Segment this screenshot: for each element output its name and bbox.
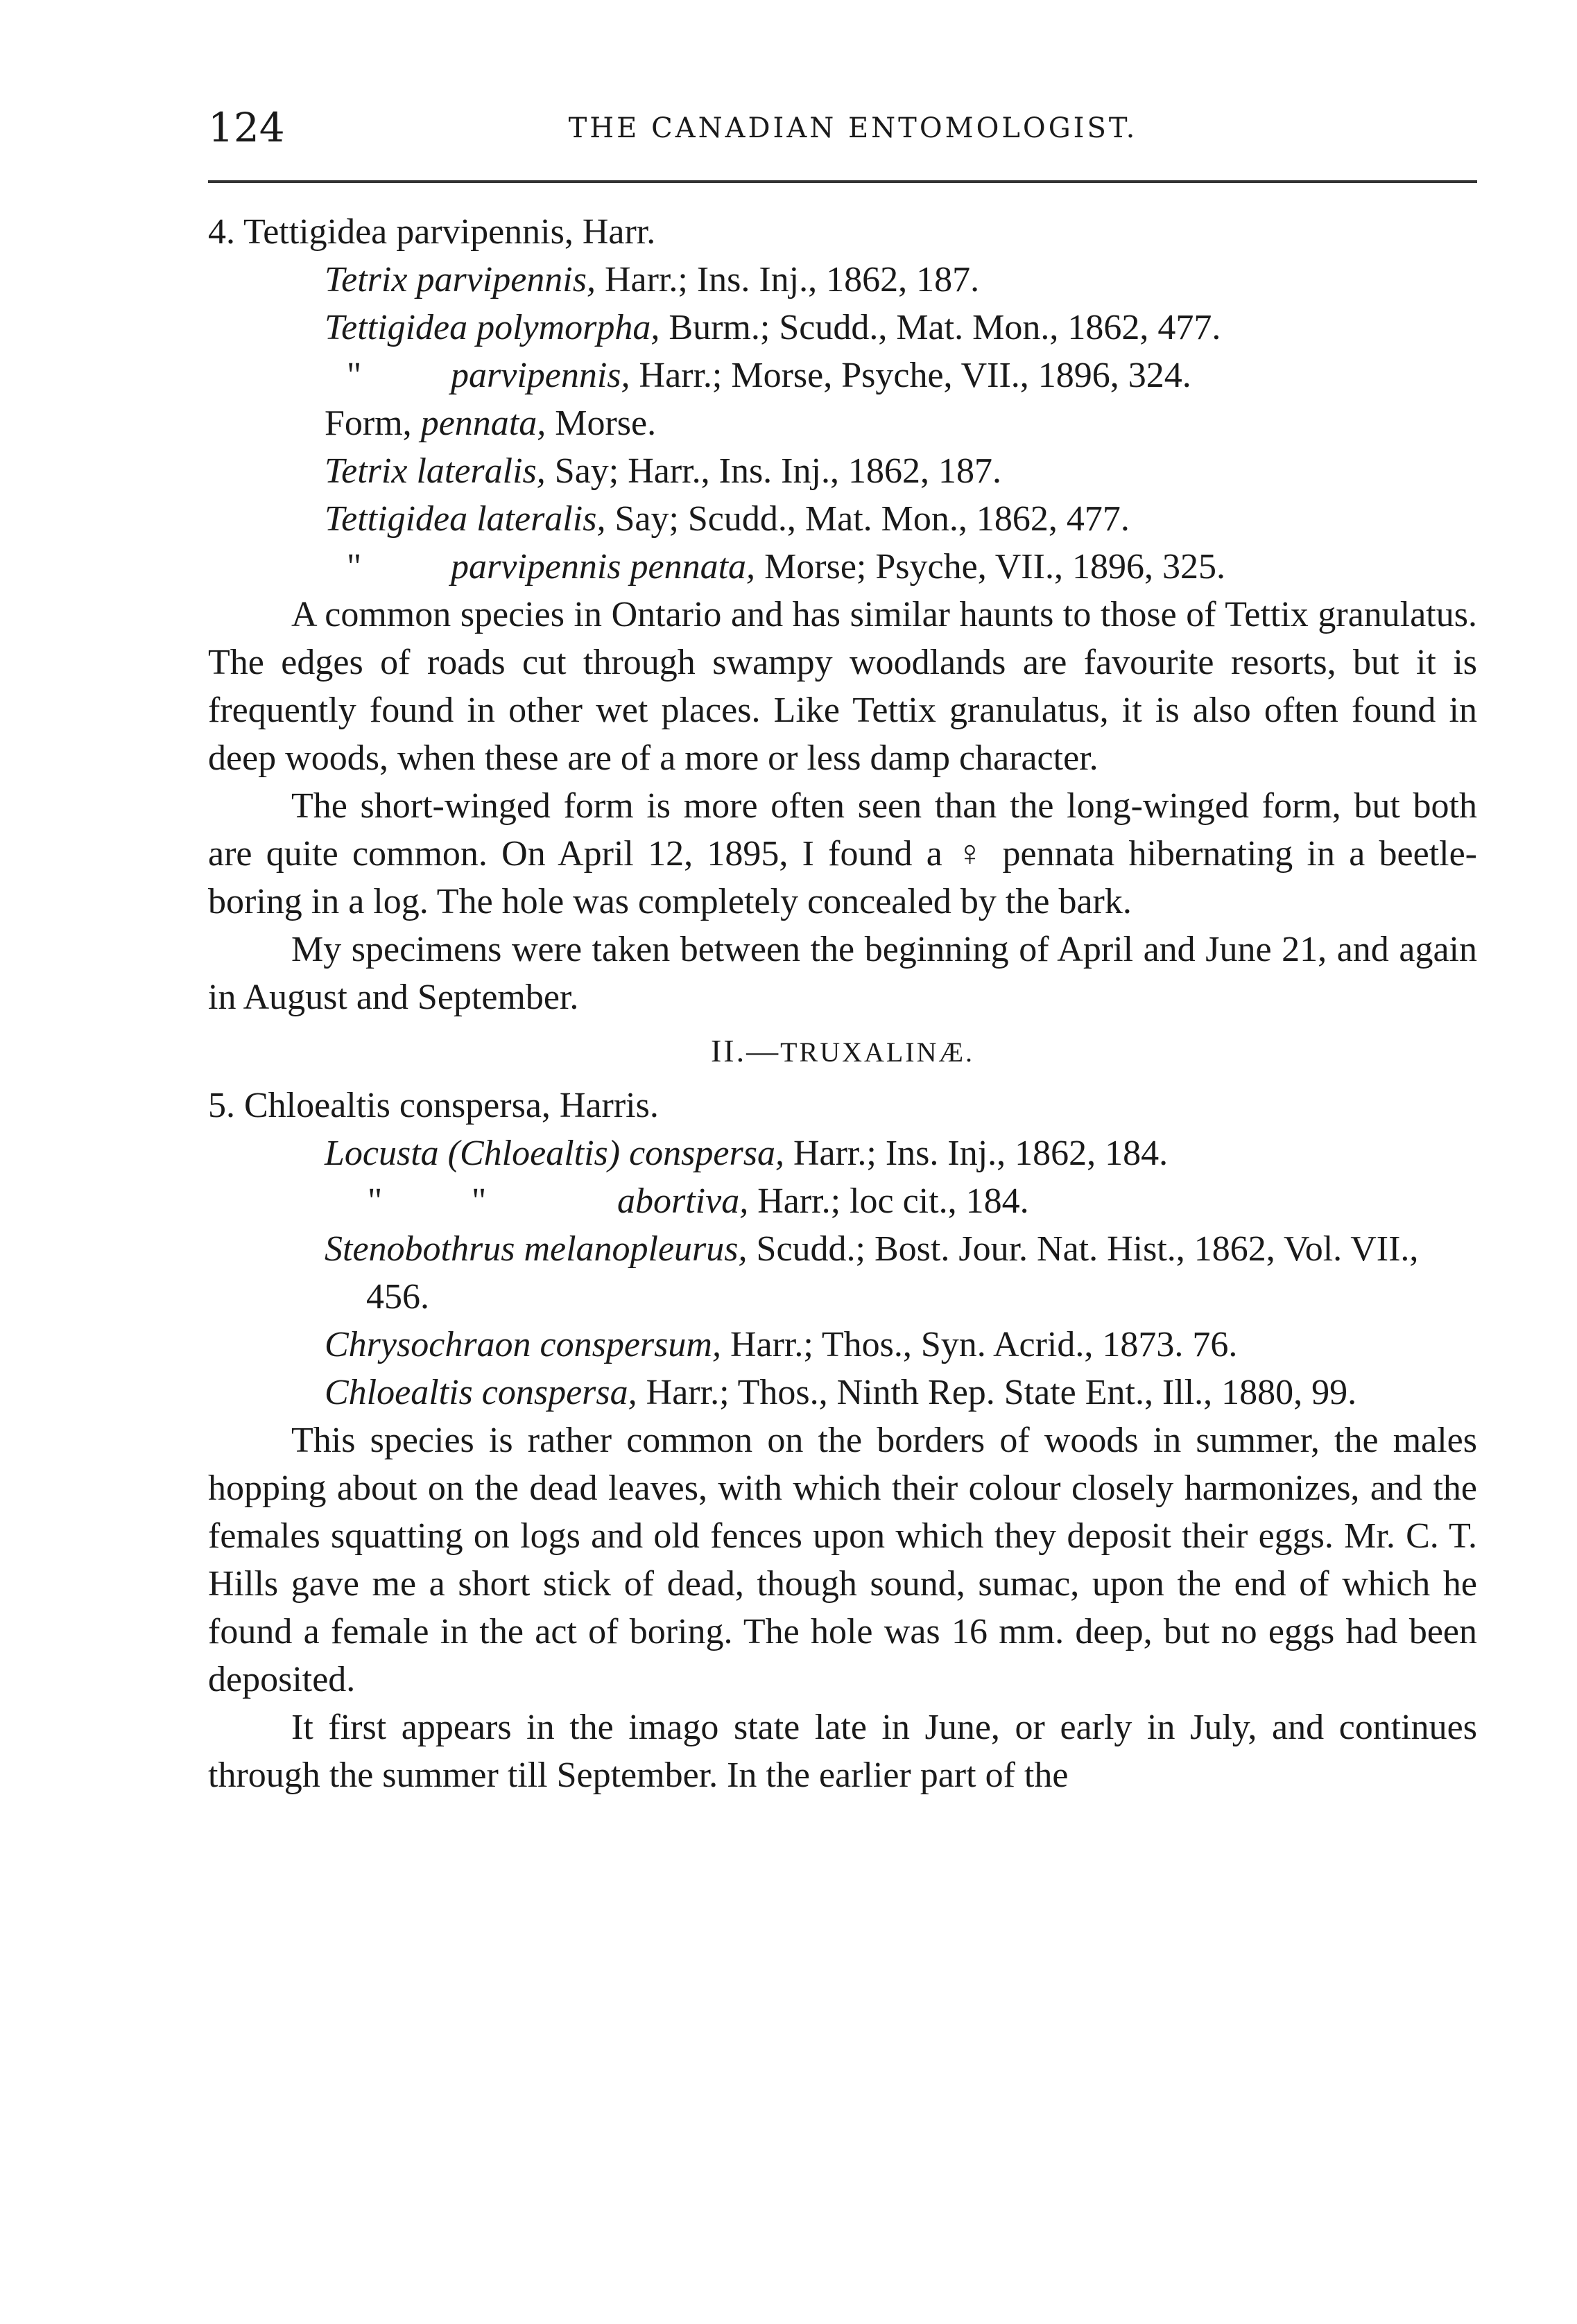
synonym-name: pennata, (420, 404, 546, 443)
page-header (208, 97, 1477, 159)
ditto-mark: " (347, 547, 362, 587)
synonym-ref: Harr.; Thos., Ninth Rep. State Ent., Ill., 1880, 99. (637, 1373, 1357, 1412)
synonym-line (325, 447, 1477, 495)
synonym-ref: Harr.; loc cit., 184. (748, 1181, 1029, 1221)
synonym-name: Tetrix lateralis, (325, 451, 546, 491)
synonym-ref: Harr.; Thos., Syn. Acrid., 1873. 76. (721, 1325, 1238, 1364)
synonym-name: Tettigidea lateralis, (325, 499, 606, 539)
synonym-name: abortiva, (617, 1181, 749, 1221)
page-number: 124 (208, 104, 285, 151)
synonym-name: Tettigidea polymorpha, (325, 308, 660, 347)
page-body (208, 208, 1477, 1799)
synonym-ref: Harr.; Ins. Inj., 1862, 184. (784, 1134, 1169, 1173)
synonym-line (325, 256, 1477, 304)
body-paragraph: It first appears in the imago state late in June, or early in July, and continues through the summer till September. In the earlier part of the (208, 1708, 1477, 1795)
synonym-ref: Harr.; Ins. Inj., 1862, 187. (595, 260, 980, 300)
form-label: Form, (325, 404, 421, 443)
synonym-line (368, 1177, 1477, 1225)
synonym-name: Locusta (Chloealtis) conspersa, (325, 1134, 784, 1173)
synonym-line (347, 352, 1477, 399)
synonym-line (347, 543, 1477, 591)
header-rule (208, 180, 1477, 183)
synonym-ref: Morse; Psyche, VII., 1896, 325. (755, 547, 1225, 587)
synonym-ref: Burm.; Scudd., Mat. Mon., 1862, 477. (660, 308, 1221, 347)
synonym-name: Chrysochraon conspersum, (325, 1325, 721, 1364)
synonym-name: Stenobothrus melanopleurus, (325, 1229, 748, 1269)
synonym-line (325, 1321, 1477, 1369)
body-paragraph: My specimens were taken between the beginning of April and June 21, and again in August and September. (208, 930, 1477, 1017)
ditto-mark: " (347, 356, 362, 395)
synonym-ref: Say; Harr., Ins. Inj., 1862, 187. (545, 451, 1001, 491)
synonym-line (325, 1369, 1477, 1416)
synonym-line (325, 304, 1477, 352)
synonym-ref: Say; Scudd., Mat. Mon., 1862, 477. (605, 499, 1130, 539)
body-paragraph: This species is rather common on the borders of woods in summer, the males hopping about on the dead leaves, with which their colour closely harmonizes, and the females squatting on logs and old fences upon which they deposit their eggs. Mr. C. T. Hills gave me a short stick of dead, though sound, sumac, upon the end of which he found a female in the act of boring. The hole was 16 mm. deep, but no eggs had been deposited. (208, 1421, 1477, 1699)
synonym-name: parvipennis pennata, (451, 547, 756, 587)
synonym-line (325, 495, 1477, 543)
section-name: TRUXALINÆ. (780, 1037, 975, 1068)
synonym-ref: Harr.; Morse, Psyche, VII., 1896, 324. (630, 356, 1191, 395)
synonym-name: parvipennis, (451, 356, 630, 395)
synonym-name: Chloealtis conspersa, (325, 1373, 637, 1412)
body-paragraph: A common species in Ontario and has similar haunts to those of Tettix granulatus. The edges of roads cut through swampy woodlands are favourite resorts, but it is frequently found in other wet places. Like Tettix granulatus, it is also often found in deep woods, when these are of a more or less damp character. (208, 595, 1477, 778)
section-heading (208, 1027, 1477, 1076)
species-heading-chloealtis: 5. Chloealtis conspersa, Harris. (208, 1086, 659, 1125)
running-head: THE CANADIAN ENTOMOLOGIST. (568, 112, 1138, 144)
synonym-ref: Morse. (546, 404, 657, 443)
synonym-name: Tetrix parvipennis, (325, 260, 596, 300)
species-heading-tettigidea: 4. Tettigidea parvipennis, Harr. (208, 212, 656, 252)
synonym-ref: Scudd.; Bost. Jour. Nat. Hist., 1862, Vol. VII., 456. (366, 1229, 1419, 1317)
form-line (325, 399, 1477, 447)
synonym-line (325, 1129, 1477, 1177)
section-numeral: II.— (710, 1033, 781, 1068)
ditto-mark: " (368, 1181, 383, 1221)
ditto-mark: " (472, 1181, 487, 1221)
body-paragraph: The short-winged form is more often seen than the long-winged form, but both are quite common. On April 12, 1895, I found a ♀ pennata hibernating in a beetle-boring in a log. The hole was completely concealed by the bark. (208, 786, 1477, 921)
synonym-line (325, 1225, 1477, 1321)
